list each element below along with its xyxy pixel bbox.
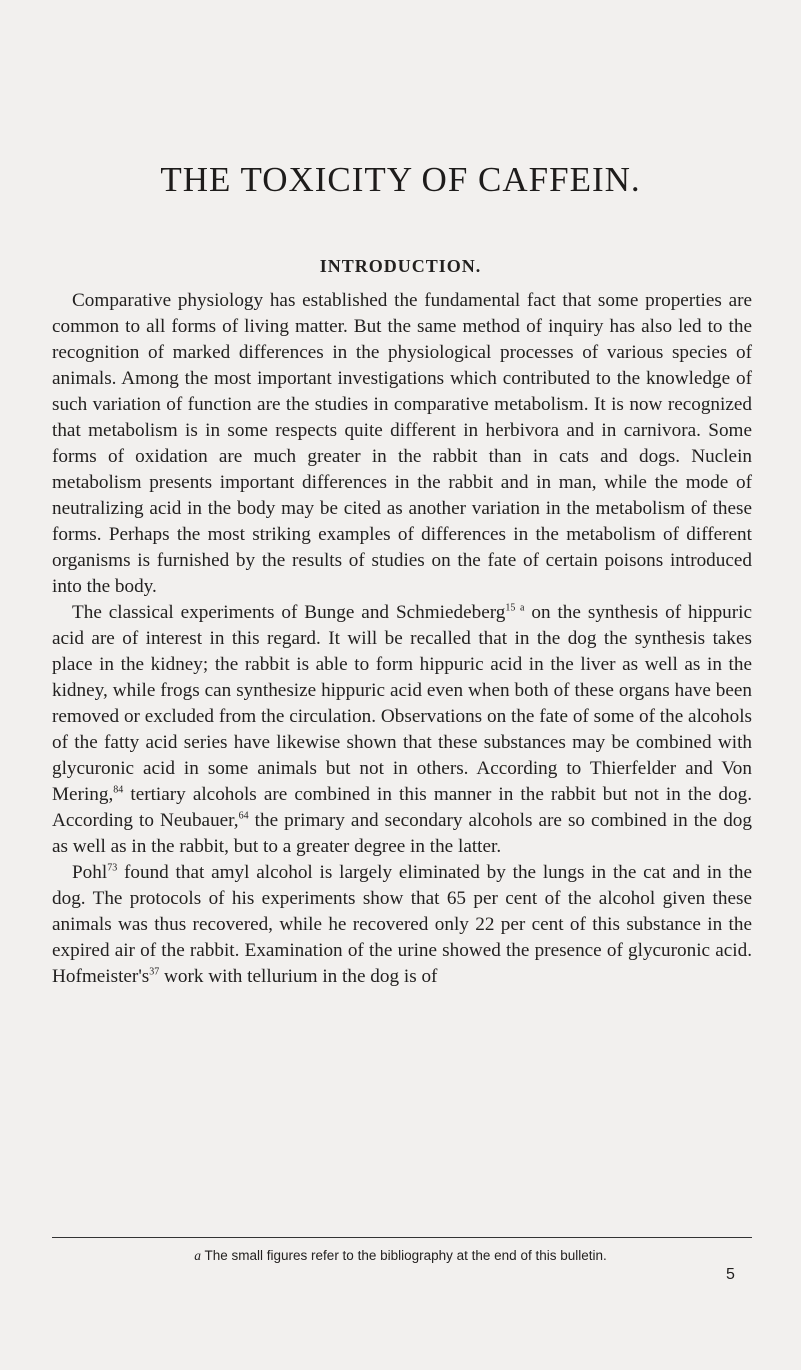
paragraph — [52, 860, 752, 990]
reference-number: 37 — [149, 966, 160, 978]
paragraph-text: on the synthesis of hippuric acid are of interest in this regard. It will be recalled that in the dog the synthesis takes place in the kidney; the rabbit is able to form hippuric acid in the liver as well as in the kidney, while frogs can synthesize hippuric acid even when both of these organs have been removed or excluded from the circulation. Observations on the fate of some of the alcohols of the fatty acid series have likewise shown that these substances may be combined with glycuronic acid in some animals but not in others. According to Thierfelder and Von Mering, — [52, 602, 752, 805]
paragraph-text: tertiary alcohols are combined in this manner in the rabbit but not in the dog. According to Neubauer, — [52, 784, 752, 831]
paragraph-text: work with tellurium in the dog is of — [159, 966, 438, 987]
paragraph — [52, 600, 752, 860]
reference-number: 64 — [238, 810, 249, 822]
page-number: 5 — [726, 1266, 735, 1283]
paragraph-text: Pohl — [72, 862, 108, 883]
reference-number: 15 a — [505, 602, 525, 614]
footnote — [0, 1247, 801, 1265]
reference-number: 73 — [107, 862, 118, 874]
paragraph-text: The classical experiments of Bunge and Schmiedeberg — [72, 602, 506, 623]
paragraph — [52, 288, 752, 600]
footnote-marker: a — [194, 1248, 201, 1263]
page-title: THE TOXICITY OF CAFFEIN. — [160, 160, 641, 199]
paragraph-text: found that amyl alcohol is largely eliminated by the lungs in the cat and in the dog. The protocols of his experiments show that 65 per cent of the alcohol given these animals was thus recovered, while he recovered only 22 per cent of this substance in the expired air of the rabbit. Examination of the urine showed the presence of glycuronic acid. Hofmeister's — [52, 862, 752, 987]
paragraph-text: Comparative physiology has established the fundamental fact that some properties are common to all forms of living matter. But the same method of inquiry has also led to the recognition of marked differences in the physiological processes of various species of animals. Among the most important investigations which contributed to the knowledge of such variation of function are the studies in comparative metabolism. It is now recognized that metabolism is in some respects quite different in herbivora and in carnivora. Some forms of oxidation are much greater in the rabbit than in cats and dogs. Nuclein metabolism presents important differences in the rabbit and in man, while the mode of neutralizing acid in the body may be cited as another variation in the metabolism of these forms. Perhaps the most striking examples of differences in the metabolism of different organisms is furnished by the results of studies on the fate of certain poisons introduced into the body. — [52, 290, 752, 597]
body-text — [52, 288, 752, 990]
paragraph-text: the primary and secondary alcohols are so combined in the dog as well as in the rabbit, but to a greater degree in the latter. — [52, 810, 752, 857]
reference-number: 84 — [113, 784, 124, 796]
section-heading: INTRODUCTION. — [319, 256, 482, 276]
footnote-divider — [52, 1237, 752, 1238]
footnote-text: The small figures refer to the bibliography at the end of this bulletin. — [204, 1248, 607, 1263]
